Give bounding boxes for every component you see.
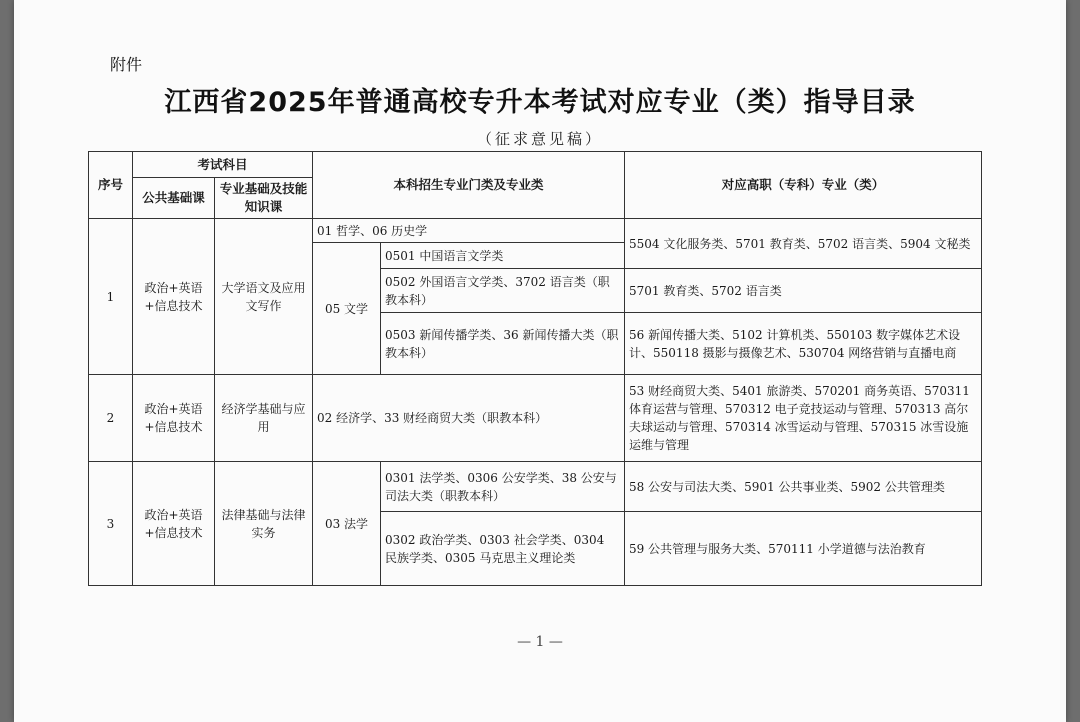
cell-public-course: 政治+英语+信息技术 (133, 219, 215, 375)
cell-seq: 2 (89, 375, 133, 462)
cell-category: 05 文学 (313, 243, 381, 375)
cell-undergrad-major: 0302 政治学类、0303 社会学类、0304 民族学类、0305 马克思主义理论类 (381, 512, 625, 586)
cell-vocational: 5504 文化服务类、5701 教育类、5702 语言类、5904 文秘类 (625, 219, 982, 269)
cell-category: 03 法学 (313, 462, 381, 586)
header-row (89, 152, 982, 178)
cell-seq: 3 (89, 462, 133, 586)
cell-vocational: 56 新闻传播大类、5102 计算机类、550103 数字媒体艺术设计、550118 摄影与摄像艺术、530704 网络营销与直播电商 (625, 313, 982, 375)
cell-professional-course: 经济学基础与应用 (215, 375, 313, 462)
col-header-professional-course: 专业基础及技能知识课 (215, 178, 313, 219)
cell-undergrad-major: 0502 外国语言文学类、3702 语言类（职教本科） (381, 269, 625, 313)
cell-undergrad-major: 01 哲学、06 历史学 (313, 219, 625, 243)
page-number: — 1 — (517, 634, 563, 650)
cell-seq: 1 (89, 219, 133, 375)
col-header-exam-subjects: 考试科目 (133, 152, 313, 178)
col-header-undergrad: 本科招生专业门类及专业类 (313, 152, 625, 219)
major-catalog-table (88, 151, 982, 586)
cell-professional-course: 大学语文及应用文写作 (215, 219, 313, 375)
cell-vocational: 53 财经商贸大类、5401 旅游类、570201 商务英语、570311 体育运营与管理、570312 电子竞技运动与管理、570313 高尔夫球运动与管理、570314 冰雪运动与管理、570315 冰雪设施运维与管理 (625, 375, 982, 462)
col-header-public-course: 公共基础课 (133, 178, 215, 219)
cell-public-course: 政治+英语+信息技术 (133, 375, 215, 462)
cell-undergrad-major: 0503 新闻传播学类、36 新闻传播大类（职教本科） (381, 313, 625, 375)
page-title: 江西省2025年普通高校专升本考试对应专业（类）指导目录 (164, 87, 916, 118)
table-row (89, 375, 982, 462)
table-row (89, 462, 982, 512)
page-subtitle: （征求意见稿） (476, 130, 603, 148)
cell-undergrad-major: 0501 中国语言文学类 (381, 243, 625, 269)
cell-vocational: 58 公安与司法大类、5901 公共事业类、5902 公共管理类 (625, 462, 982, 512)
cell-vocational: 59 公共管理与服务大类、570111 小学道德与法治教育 (625, 512, 982, 586)
cell-public-course: 政治+英语+信息技术 (133, 462, 215, 586)
cell-undergrad-major: 02 经济学、33 财经商贸大类（职教本科） (313, 375, 625, 462)
col-header-seq: 序号 (89, 152, 133, 219)
attachment-label: 附件 (110, 55, 143, 74)
table-row (89, 219, 982, 243)
col-header-vocational: 对应高职（专科）专业（类） (625, 152, 982, 219)
cell-professional-course: 法律基础与法律实务 (215, 462, 313, 586)
cell-vocational: 5701 教育类、5702 语言类 (625, 269, 982, 313)
cell-undergrad-major: 0301 法学类、0306 公安学类、38 公安与司法大类（职教本科） (381, 462, 625, 512)
